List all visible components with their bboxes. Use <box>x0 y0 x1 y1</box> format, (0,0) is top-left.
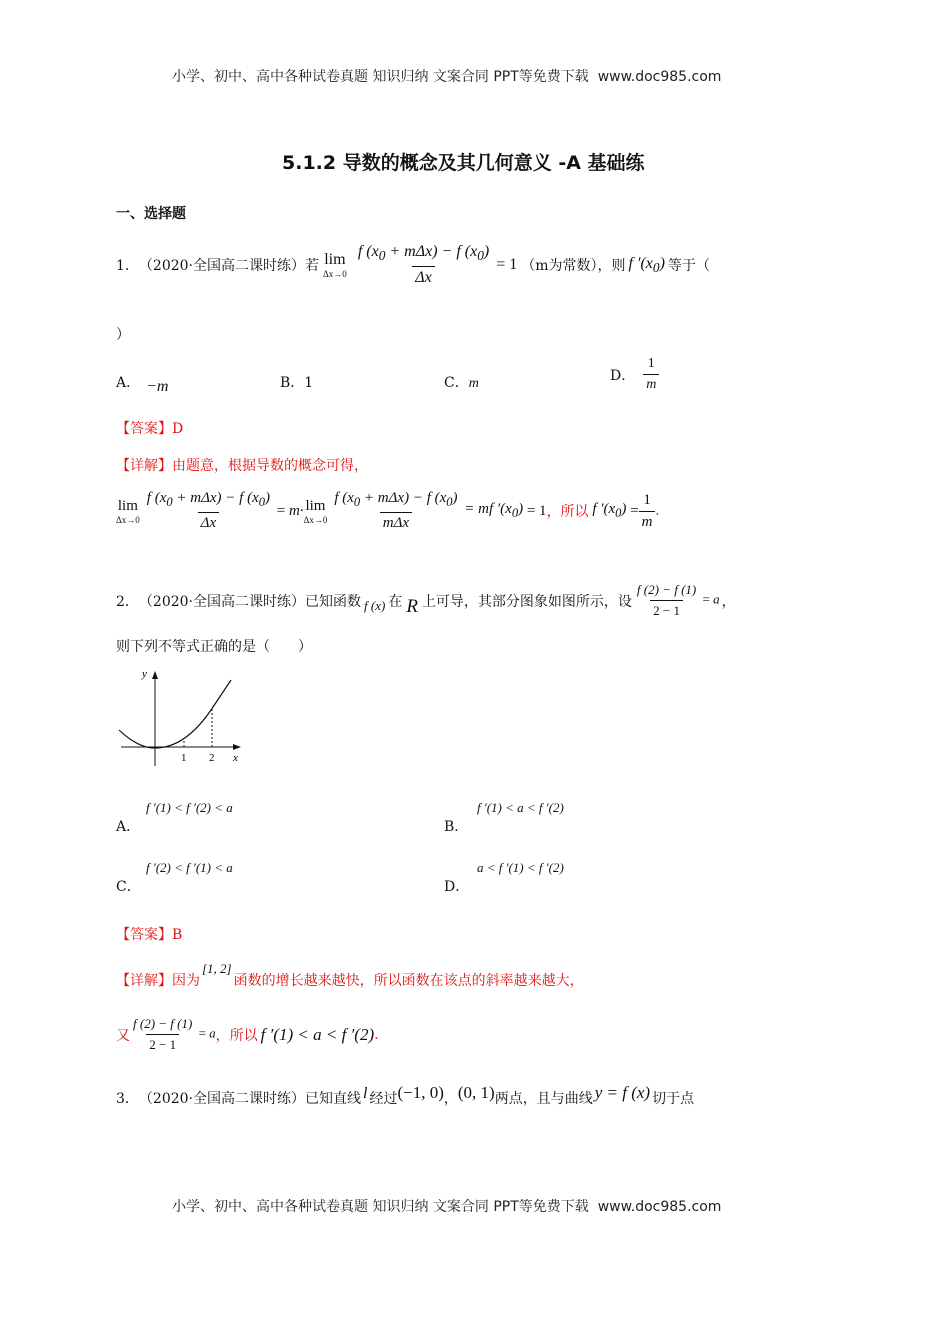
q2-end: . <box>374 1026 379 1043</box>
q2-at: 在 <box>388 593 403 610</box>
q2-number: 2． <box>116 593 139 610</box>
footer-text: 小学、初中、高中各种试卷真题 知识归纳 文案合同 PPT等免费下载 <box>172 1199 589 1215</box>
q1-option-d-label: D． <box>610 367 636 384</box>
q1-detail-text: 由题意，根据导数的概念可得， <box>172 458 368 474</box>
q2-graph <box>113 662 253 770</box>
q1-limit-expression: lim Δx→0 $\frac{f (x_0 + m\Delta x) - f (x_0)}{\Delta x}$ = 1 <box>323 243 518 287</box>
q1-option-c-value: m <box>468 376 479 391</box>
q3-curve: y = f (x) <box>594 1083 651 1102</box>
question-1 <box>116 243 710 287</box>
q2-option-a-label[interactable]: A． <box>116 819 141 835</box>
q2-option-c-label[interactable]: C． <box>116 879 141 895</box>
q2-graph-y-label: y <box>142 668 147 680</box>
q2-option-a-value: f ′(1) < f ′(2) < a <box>146 800 233 815</box>
q1-option-a-value: −m <box>146 378 169 395</box>
q2-option-b-label[interactable]: B． <box>444 819 469 835</box>
q2-detail-text: 函数的增长越来越快，所以函数在该点的斜率越来越大， <box>233 973 584 989</box>
question-2: 2． （2020·全国高二课时练）已知函数 f (x) 在 R 上可导，其部分图象如图所示，设 $\frac{f (2) - f (1)}{2 - 1}$ = a ， <box>116 582 736 618</box>
page-title: 5.1.2 导数的概念及其几何意义 -A 基础练 <box>282 152 645 174</box>
q1-detail <box>116 455 368 475</box>
q1-answer: 【答案】D <box>116 421 184 437</box>
q1-so-text: ，所以 <box>546 505 589 520</box>
footer-url[interactable]: www.doc985.com <box>597 1199 722 1215</box>
q2-option-d-label[interactable]: D． <box>444 879 470 895</box>
q2-graph-tick-2: 2 <box>209 752 215 764</box>
q1-source: （2020·全国高二课时练）若 <box>138 258 320 275</box>
q2-graph-x-label: x <box>233 752 238 764</box>
q2-option-c-value: f ′(2) < f ′(1) < a <box>146 860 233 875</box>
q2-so-text: ，所以 <box>215 1027 258 1044</box>
q3-tangent: 切于点 <box>652 1091 695 1107</box>
q2-detail-line2 <box>116 1016 379 1053</box>
q3-line: l <box>363 1085 368 1102</box>
q1-condition: （m为常数），则 <box>521 258 626 275</box>
q2-answer: 【答案】B <box>116 927 183 943</box>
q2-graph-y-arrow <box>152 671 158 679</box>
q2-detail-label: 【详解】 <box>116 973 172 989</box>
q2-function: f (x) <box>364 597 386 613</box>
page-header <box>172 66 721 86</box>
q2-secant-again: $\frac{f (2) - f (1)}{2 - 1}$ = a <box>133 1016 216 1052</box>
q2-detail <box>116 961 584 990</box>
q1-option-c[interactable] <box>444 372 479 392</box>
q3-two-points: 两点，且与曲线 <box>494 1091 593 1107</box>
q2-domain: R <box>406 595 418 617</box>
question-3 <box>116 1083 695 1108</box>
q2-option-b-value: f ′(1) < a < f ′(2) <box>477 800 564 815</box>
q2-again: 又 <box>116 1027 130 1044</box>
q3-point-1: (−1, 0) <box>397 1083 444 1102</box>
q2-graph-curve <box>119 680 231 748</box>
q1-option-c-label: C． <box>444 375 469 391</box>
q1-option-a-label: A． <box>116 375 141 391</box>
q2-source: （2020·全国高二课时练）已知函数 <box>138 593 362 610</box>
q2-interval: [1, 2] <box>202 961 232 976</box>
header-url[interactable]: www.doc985.com <box>597 69 722 85</box>
q1-end: . <box>655 502 660 519</box>
q1-detail-label: 【详解】 <box>116 458 172 474</box>
q1-tail: 等于（ <box>667 258 710 275</box>
q1-derivative: f $'(x_0)$ <box>628 254 665 275</box>
q2-graph-x-arrow <box>233 744 241 750</box>
q2-graph-tick-1: 1 <box>181 752 187 764</box>
section-heading: 一、选择题 <box>116 206 186 222</box>
q1-option-d-value: $\frac{1}{m}$ <box>643 356 659 393</box>
q2-line2: 则下列不等式正确的是（ ） <box>116 639 312 655</box>
q2-conclusion: f ′(1) < a < f ′(2) <box>260 1024 375 1044</box>
q1-option-a[interactable] <box>116 372 169 395</box>
q3-source: （2020·全国高二课时练）已知直线 <box>138 1091 362 1107</box>
q1-option-b[interactable]: B．1 <box>280 375 314 391</box>
q2-secant-expression: $\frac{f (2) - f (1)}{2 - 1}$ = a <box>636 582 720 618</box>
q1-close-paren: ） <box>116 327 130 343</box>
q3-point-2: (0, 1) <box>457 1083 495 1102</box>
q2-because: 因为 <box>172 973 200 989</box>
q2-mid: 上可导，其部分图象如图所示，设 <box>421 593 632 610</box>
q3-comma: ， <box>443 1091 458 1107</box>
q1-derivation: lim Δx→0 $\frac{f (x_0 + m\Delta x) - f (x_0)}{\Delta x}$ = m· lim Δx→0 $\frac{f (x_0 + m\Delta x) - f (x_0)}{\text{mΔx}}$ = mf $'(x_0)$ = 1 ，所以 f $'(x_0)$ = $\frac{1}{m}$ . <box>116 490 660 531</box>
q1-number: 1． <box>116 258 139 275</box>
q1-option-d[interactable] <box>610 356 659 393</box>
q3-number: 3． <box>116 1091 139 1107</box>
page-footer <box>172 1196 721 1216</box>
q3-pass: 经过 <box>369 1091 398 1107</box>
q2-option-d-value: a < f ′(1) < f ′(2) <box>477 860 564 875</box>
header-text: 小学、初中、高中各种试卷真题 知识归纳 文案合同 PPT等免费下载 <box>172 69 589 85</box>
